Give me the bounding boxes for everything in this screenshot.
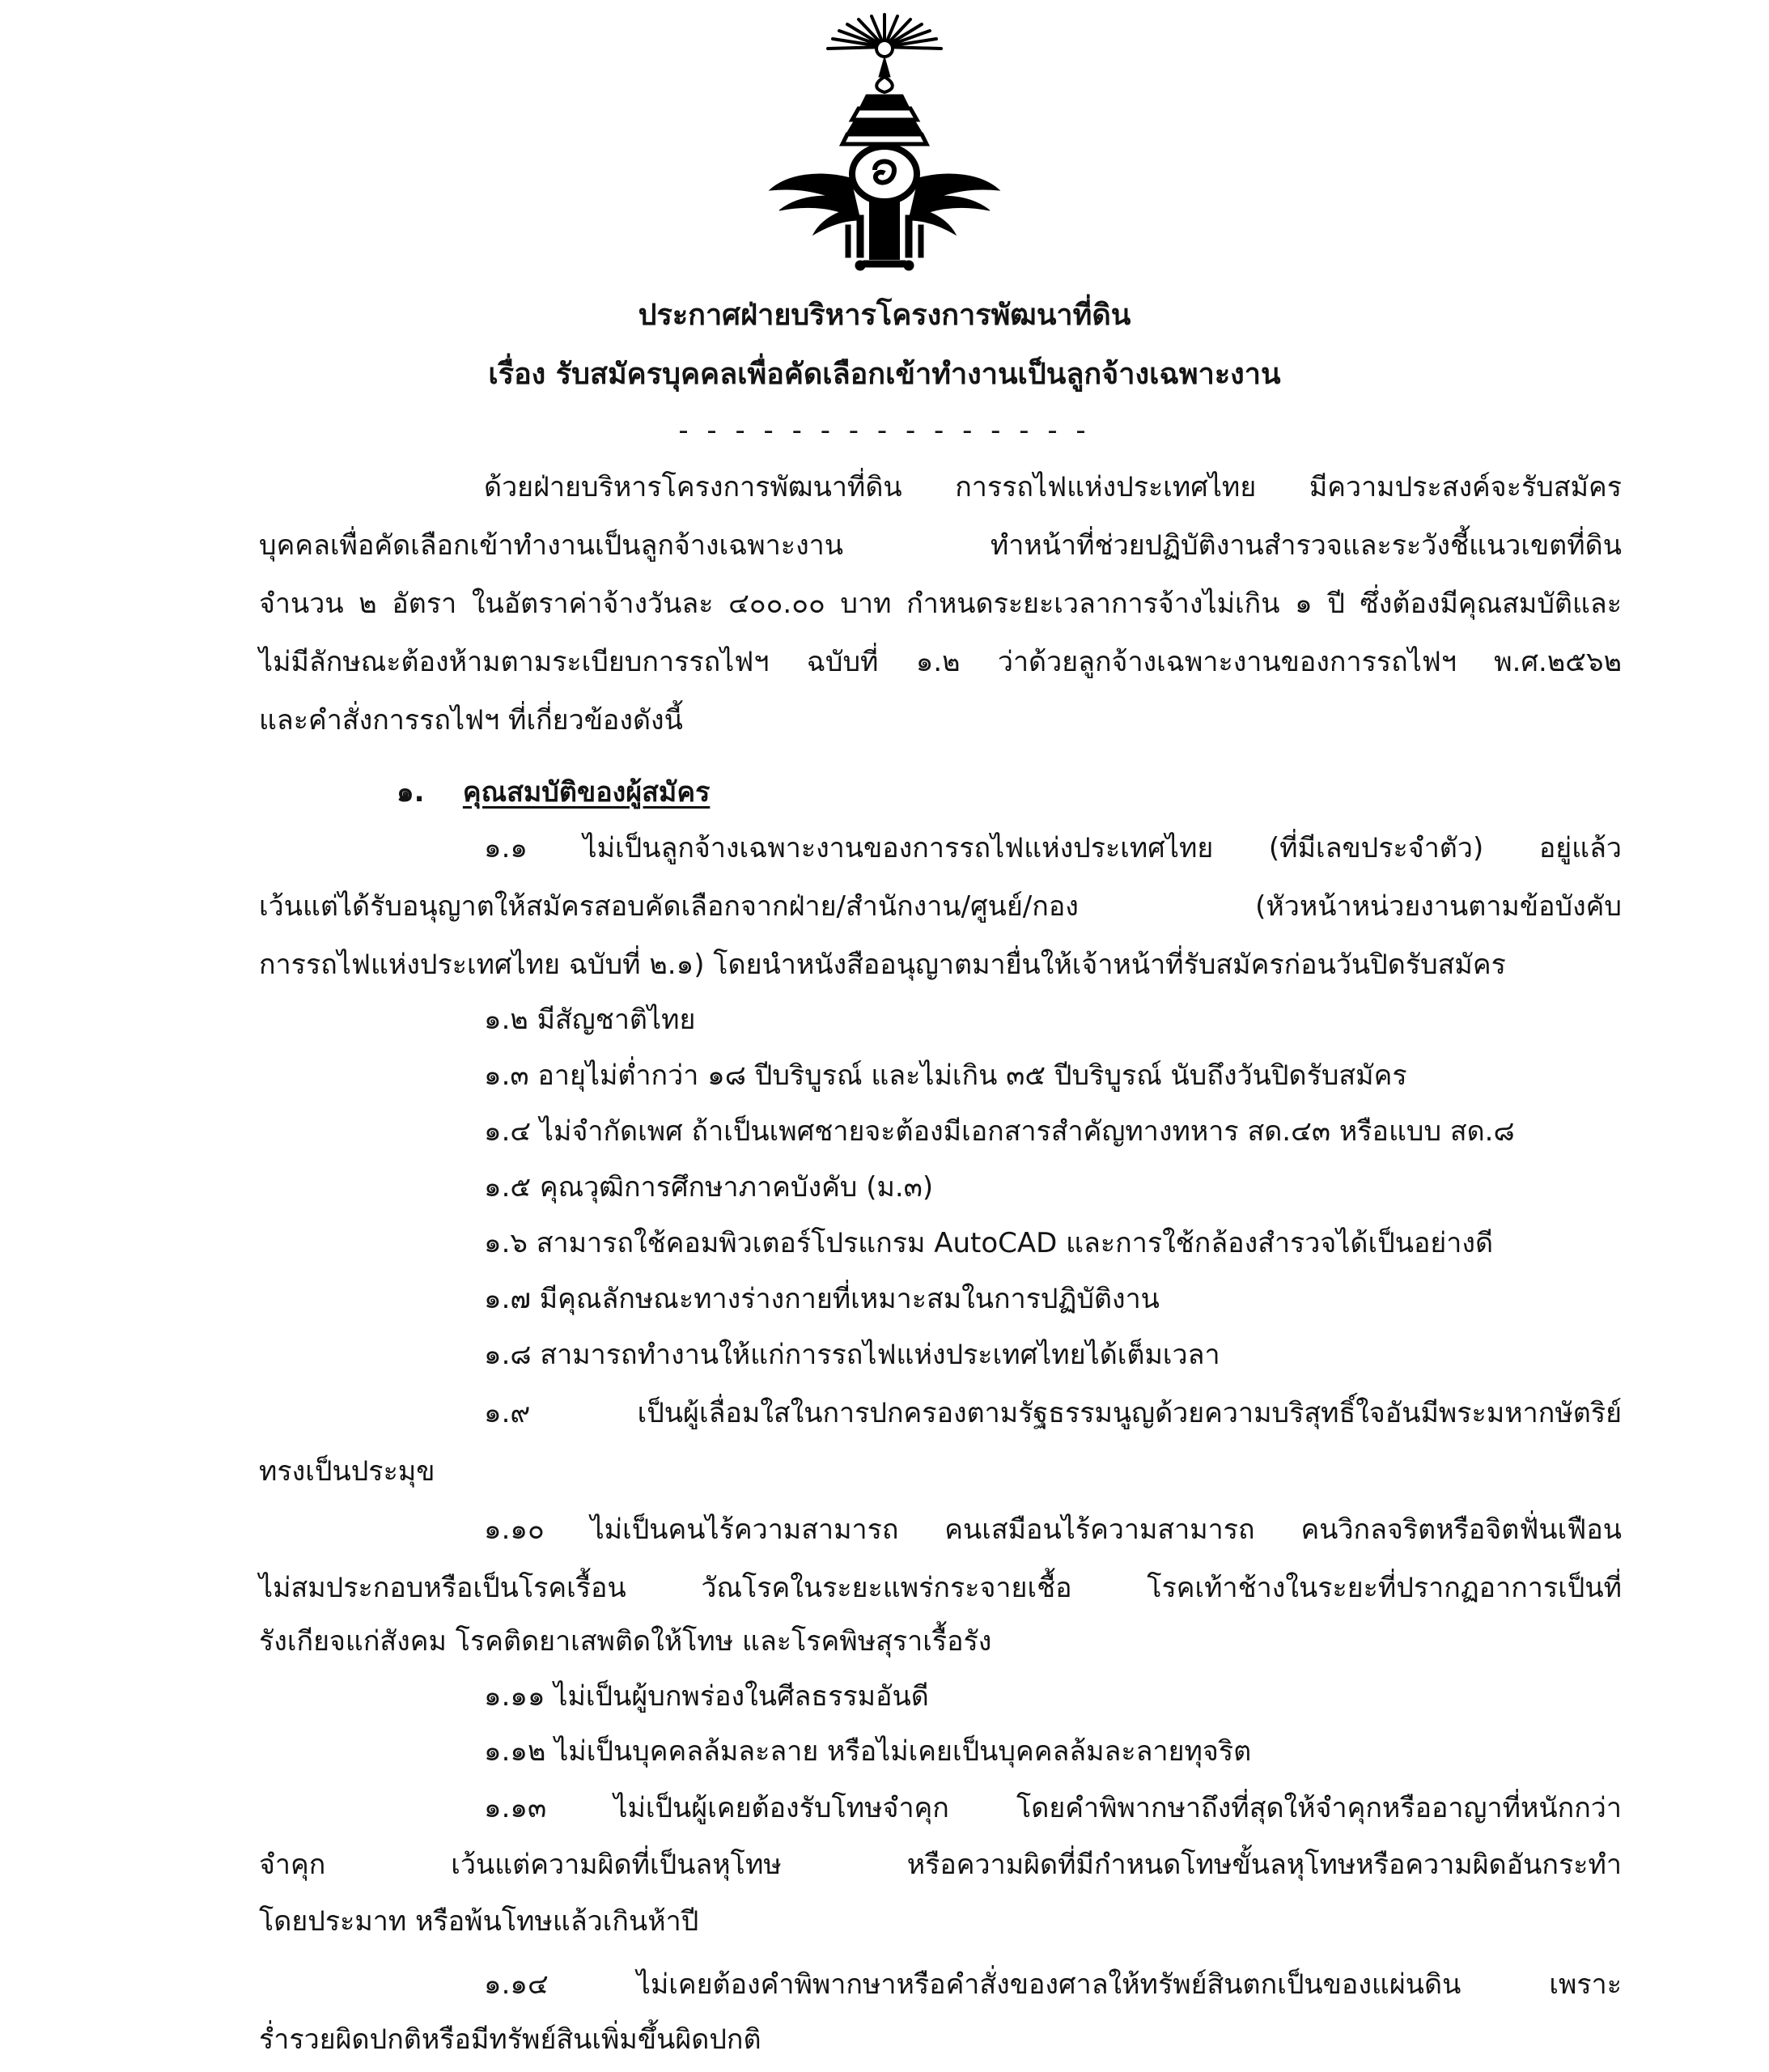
announcement-subject: เรื่อง รับสมัครบุคคลเพื่อคัดเลือกเข้าทำงานเป็นลูกจ้างเฉพาะงาน <box>488 358 1281 391</box>
intro-line: ไม่มีลักษณะต้องห้ามตามระเบียบการรถไฟฯ ฉบับที่ ๑.๒ ว่าด้วยลูกจ้างเฉพาะงานของการรถไฟฯ พ.ศ.๒๕๖๒ <box>259 646 1622 678</box>
qualification-line: ๑.๒ มีสัญชาติไทย <box>484 1004 696 1036</box>
intro-line: จำนวน ๒ อัตรา ในอัตราค่าจ้างวันละ ๔๐๐.๐๐ บาท กำหนดระยะเวลาการจ้างไม่เกิน ๑ ปี ซึ่งต้องมีคุณสมบัติและ <box>259 588 1622 620</box>
qualification-line: รังเกียจแก่สังคม โรคติดยาเสพติดให้โทษ และโรคพิษสุราเรื้อรัง <box>259 1625 992 1658</box>
qualification-line: ไม่สมประกอบหรือเป็นโรคเรื้อน วัณโรคในระยะแพร่กระจายเชื้อ โรคเท้าช้างในระยะที่ปรากฏอาการเป็นที่ <box>259 1572 1622 1604</box>
qualification-line: เว้นแต่ได้รับอนุญาตให้สมัครสอบคัดเลือกจากฝ่าย/สำนักงาน/ศูนย์/กอง (หัวหน้าหน่วยงานตามข้อบังคับ <box>259 890 1622 923</box>
qualification-line: ๑.๗ มีคุณลักษณะทางร่างกายที่เหมาะสมในการปฏิบัติงาน <box>484 1283 1160 1315</box>
qualification-line: จำคุก เว้นแต่ความผิดที่เป็นลหุโทษ หรือความผิดที่มีกำหนดโทษขั้นลหุโทษหรือความผิดอันกระทำ <box>259 1849 1622 1881</box>
qualification-line: ๑.๑๐ ไม่เป็นคนไร้ความสามารถ คนเสมือนไร้ความสามารถ คนวิกลจริตหรือจิตฟั่นเฟือน <box>484 1514 1622 1546</box>
intro-line: และคำสั่งการรถไฟฯ ที่เกี่ยวข้องดังนี้ <box>259 704 683 737</box>
qualification-line: ทรงเป็นประมุข <box>259 1455 435 1488</box>
intro-line: ด้วยฝ่ายบริหารโครงการพัฒนาที่ดิน การรถไฟแห่งประเทศไทย มีความประสงค์จะรับสมัคร <box>484 471 1622 503</box>
title-divider: - - - - - - - - - - - - - - - <box>678 414 1091 447</box>
qualification-line: ๑.๘ สามารถทำงานให้แก่การรถไฟแห่งประเทศไทยได้เต็มเวลา <box>484 1339 1220 1371</box>
qualification-line: ๑.๑๓ ไม่เป็นผู้เคยต้องรับโทษจำคุก โดยคำพิพากษาถึงที่สุดให้จำคุกหรืออาญาที่หนักกว่า <box>484 1792 1622 1824</box>
srt-emblem-logo <box>763 8 1006 275</box>
section-title: คุณสมบัติของผู้สมัคร <box>462 776 711 809</box>
section-heading <box>397 773 710 812</box>
qualification-line: ๑.๖ สามารถใช้คอมพิวเตอร์โปรแกรม AutoCAD และการใช้กล้องสำรวจได้เป็นอย่างดี <box>484 1227 1494 1259</box>
qualification-line: ๑.๔ ไม่จำกัดเพศ ถ้าเป็นเพศชายจะต้องมีเอกสารสำคัญทางทหาร สด.๔๓ หรือแบบ สด.๘ <box>484 1115 1515 1148</box>
qualification-line: ๑.๑๔ ไม่เคยต้องคำพิพากษาหรือคำสั่งของศาลให้ทรัพย์สินตกเป็นของแผ่นดิน เพราะ <box>484 1968 1622 2001</box>
qualification-line: ๑.๕ คุณวุฒิการศึกษาภาคบังคับ (ม.๓) <box>484 1171 934 1204</box>
qualification-line: โดยประมาท หรือพ้นโทษแล้วเกินห้าปี <box>259 1905 699 1938</box>
qualification-line: ๑.๓ อายุไม่ต่ำกว่า ๑๘ ปีบริบูรณ์ และไม่เกิน ๓๕ ปีบริบูรณ์ นับถึงวันปิดรับสมัคร <box>484 1059 1407 1092</box>
announcement-title: ประกาศฝ่ายบริหารโครงการพัฒนาที่ดิน <box>638 299 1131 332</box>
qualification-line: การรถไฟแห่งประเทศไทย ฉบับที่ ๒.๑) โดยนำหนังสืออนุญาตมายื่นให้เจ้าหน้าที่รับสมัครก่อนวันปิดรับสมัคร <box>259 949 1506 981</box>
qualification-line: ๑.๑ ไม่เป็นลูกจ้างเฉพาะงานของการรถไฟแห่งประเทศไทย (ที่มีเลขประจำตัว) อยู่แล้ว <box>484 832 1622 864</box>
qualification-line: ๑.๑๒ ไม่เป็นบุคคลล้มละลาย หรือไม่เคยเป็นบุคคลล้มละลายทุจริต <box>484 1735 1252 1768</box>
section-number: ๑. <box>397 776 425 809</box>
intro-line: บุคคลเพื่อคัดเลือกเข้าทำงานเป็นลูกจ้างเฉพาะงาน ทำหน้าที่ช่วยปฏิบัติงานสำรวจและระวังชี้แนวเขตที่ดิน <box>259 529 1622 562</box>
qualification-line: ๑.๑๑ ไม่เป็นผู้บกพร่องในศีลธรรมอันดี <box>484 1680 929 1713</box>
qualification-line: ๑.๙ เป็นผู้เลื่อมใสในการปกครองตามรัฐธรรมนูญด้วยความบริสุทธิ์ใจอันมีพระมหากษัตริย์ <box>484 1397 1622 1429</box>
qualification-line: ร่ำรวยผิดปกติหรือมีทรัพย์สินเพิ่มขึ้นผิดปกติ <box>259 2023 761 2056</box>
